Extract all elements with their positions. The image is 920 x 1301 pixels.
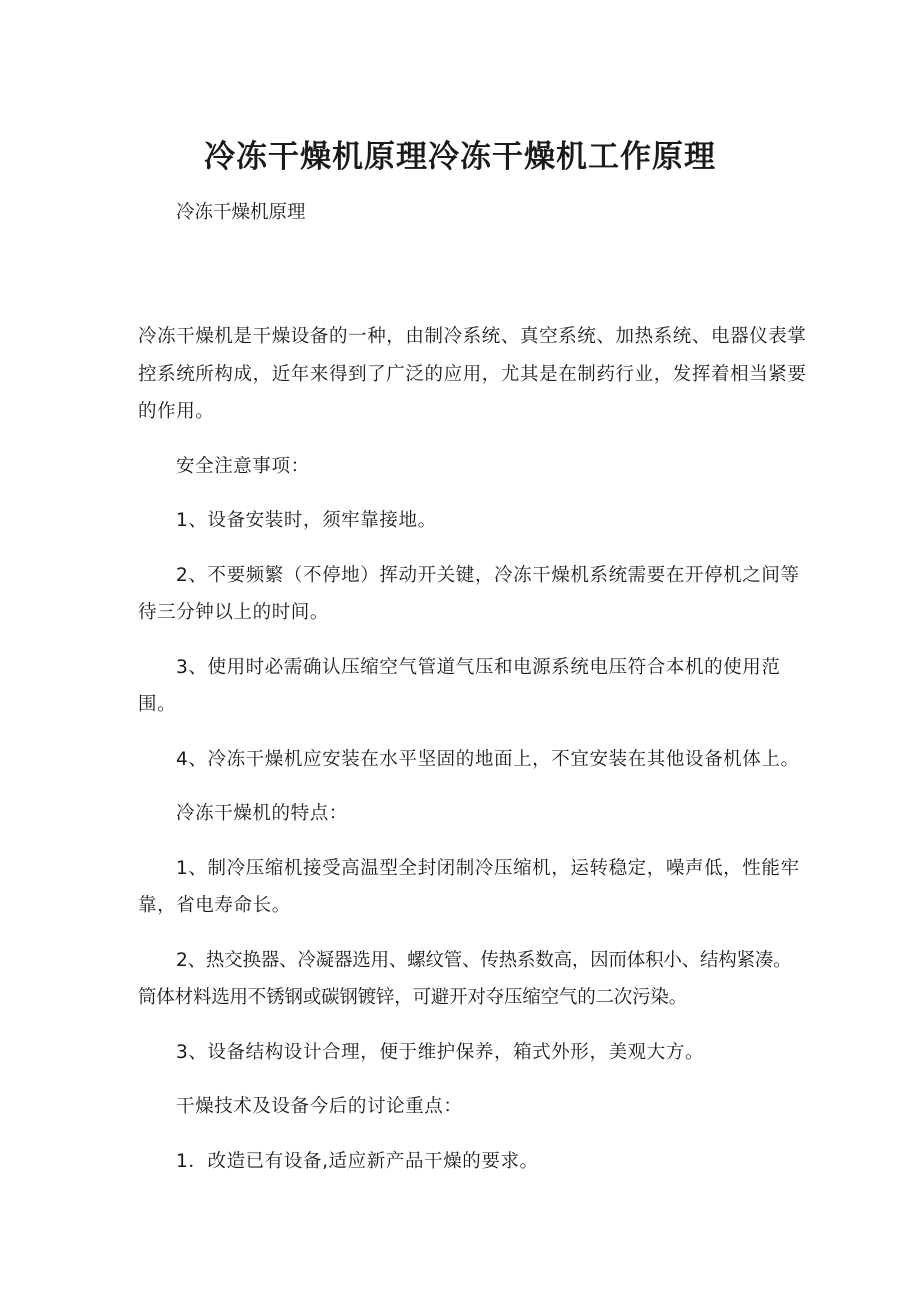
feature-item-3: 3、设备结构设计合理，便于维护保养，箱式外形，美观大方。: [176, 1041, 705, 1063]
feature-item-1: 1、制冷压缩机接受高温型全封闭制冷压缩机，运转稳定，噪声低，性能牢靠，省电寿命长。: [138, 857, 800, 916]
intro-paragraph: 冷冻干燥机是干燥设备的一种，由制冷系统、真空系统、加热系统、电器仪表掌控系统所构成，近年来得到了广泛的应用，尤其是在制药行业，发挥着相当紧要的作用。: [138, 326, 807, 422]
safety-item-4: 4、冷冻干燥机应安装在水平坚固的地面上，不宜安装在其他设备机体上。: [176, 748, 800, 770]
feature-item-2: 2、热交换器、冷凝器选用、螺纹管、传热系数高，因而体积小、结构紧凑。筒体材料选用不锈钢或碳钢镀锌，可避开对夺压缩空气的二次污染。: [138, 949, 792, 1008]
safety-heading: 安全注意事项：: [176, 455, 310, 477]
page-title: 冷冻干燥机原理冷冻干燥机工作原理: [204, 138, 716, 175]
research-heading: 干燥技术及设备今后的讨论重点：: [176, 1096, 463, 1117]
safety-item-1: 1、设备安装时，须牢靠接地。: [176, 510, 437, 531]
features-heading: 冷冻干燥机的特点：: [176, 803, 348, 824]
section-heading: 冷冻干燥机原理: [176, 202, 306, 223]
document-body: [138, 318, 808, 1197]
safety-item-3: 3、使用时必需确认压缩空气管道气压和电源系统电压符合本机的使用范围。: [138, 656, 781, 715]
safety-item-2: 2、不要频繁（不停地）挥动开关键，冷冻干燥机系统需要在开停机之间等待三分钟以上的时间。: [138, 564, 800, 623]
research-item-1: 1．改造已有设备,适应新产品干燥的要求。: [176, 1150, 539, 1172]
